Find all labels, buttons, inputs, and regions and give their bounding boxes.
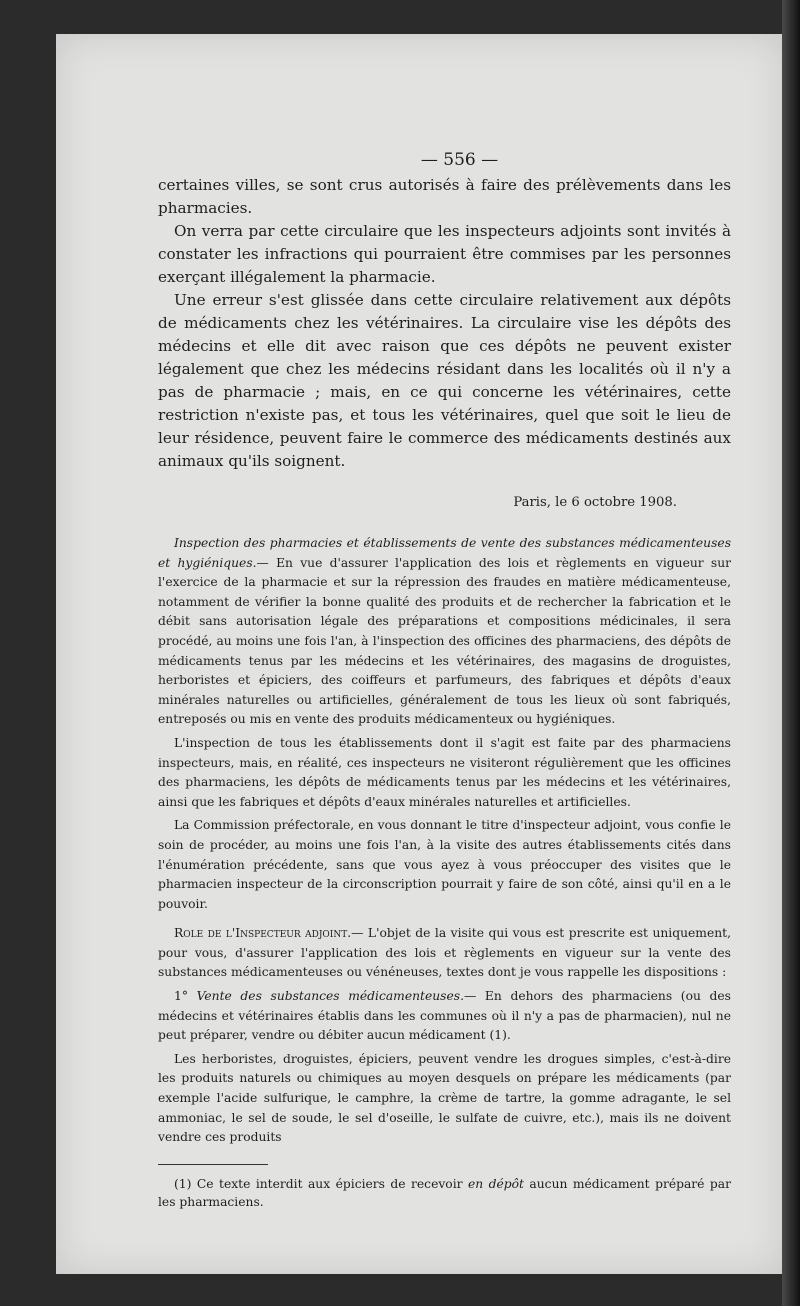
inspection-paragraph bbox=[158, 534, 731, 730]
footnote-rule bbox=[158, 1164, 268, 1165]
paragraph-2: On verra par cette circulaire que les inspecteurs adjoints sont invités à constater les infractions qui pourraient être commises par les personnes exerçant illégalement la pharmacie. bbox=[158, 222, 731, 286]
role-heading: Role de l'Inspecteur adjoint. bbox=[174, 926, 352, 941]
item-1-text: — En dehors des pharmaciens (ou des médecins et vétérinaires établis dans les communes où il n'y a pas de pharmacien), nul ne peut préparer, vendre ou débiter aucun médicament (1). bbox=[158, 989, 731, 1043]
paragraph-3: Une erreur s'est glissée dans cette circulaire relativement aux dépôts de médicaments chez les vétérinaires. La circulaire vise les dépôts des médecins et elle dit avec raison que ces dépôts ne peuvent exister légalement que chez les médecins résidant dans les localités où il n'y a pas de pharmacie ; mais, en ce qui concerne les vétérinaires, cette restriction n'existe pas, et tous les vétérinaires, quel que soit le lieu de leur résidence, peuvent faire le commerce des médicaments destinés aux animaux qu'ils soignent. bbox=[158, 291, 731, 470]
footnote-after: aucun médicament préparé par les pharmaciens. bbox=[158, 1176, 731, 1210]
footnote bbox=[158, 1175, 731, 1212]
paragraph-1: certaines villes, se sont crus autorisés à faire des prélèvements dans les pharmacies. bbox=[158, 176, 731, 217]
book-edge bbox=[782, 0, 800, 1306]
page-number: — 556 — bbox=[420, 150, 499, 170]
page-content bbox=[158, 150, 731, 1212]
inspection-text: — En vue d'assurer l'application des lois et règlements en vigueur sur l'exercice de la pharmacie et sur la répression des fraudes en matière médicamenteuse, notamment de vérifier la bonne qualité des produits et de rechercher la fabrication et le débit sans autorisation légale des préparations et compositions médicinales, il sera procédé, au moins une fois l'an, à l'inspection des officines des pharmaciens, des dépôts de médicaments tenus par les médecins et les vétérinaires, des magasins de droguistes, herboristes et épiciers, des coiffeurs et parfumeurs, des fabriques et dépôts d'eaux minérales naturelles ou artificielles, généralement de tous les lieux où sont fabriqués, entreposés ou mis en vente des produits médicamenteux ou hygiéniques. bbox=[158, 555, 731, 727]
role-text: — L'objet de la visite qui vous est prescrite est uniquement, pour vous, d'assurer l'application des lois et règlements en vigueur sur la vente des substances médicamenteuses ou vénéneuses, textes dont je vous rappelle les dispositions : bbox=[158, 926, 731, 980]
footnote-before: (1) Ce texte interdit aux épiciers de recevoir bbox=[174, 1176, 468, 1191]
role-paragraph bbox=[158, 924, 731, 983]
intro-section bbox=[158, 174, 731, 473]
herboristes-paragraph: Les herboristes, droguistes, épiciers, peuvent vendre les drogues simples, c'est-à-dire les produits naturels ou chimiques au moyen desquels on prépare les médicaments (par exemple l'acide sulfurique, le camphre, la crème de tartre, la gomme adragante, le sel ammoniac, le sel de soude, le sel d'oseille, le sulfate de cuivre, etc.), mais ils ne doivent vendre ces produits bbox=[158, 1051, 731, 1145]
instruction-section bbox=[158, 534, 731, 1148]
item-1-number: 1° bbox=[174, 989, 188, 1004]
dateline: Paris, le 6 octobre 1908. bbox=[513, 495, 677, 510]
footnote-italic: en dépôt bbox=[467, 1176, 524, 1191]
inspection-detail-paragraph: L'inspection de tous les établissements dont il s'agit est faite par des pharmaciens inspecteurs, mais, en réalité, ces inspecteurs ne visiteront régulièrement que les officines des pharmaciens, les dépôts de médicaments tenus par les médecins et les vétérinaires, ainsi que les fabriques et dépôts d'eaux minérales naturelles et artificielles. bbox=[158, 735, 731, 809]
item-1-title: Vente des substances médicamenteuses. bbox=[196, 989, 464, 1004]
item-1-paragraph bbox=[158, 987, 731, 1046]
inspection-heading: Inspection des pharmacies et établissements de vente des substances médicamenteuses et hygiéniques. bbox=[158, 536, 731, 570]
commission-paragraph: La Commission préfectorale, en vous donnant le titre d'inspecteur adjoint, vous confie le soin de procéder, au moins une fois l'an, à la visite des autres établissements cités dans l'énumération précédente, sans que vous ayez à vous préoccuper des visites que le pharmacien inspecteur de la circonscription pourrait y faire de son côté, ainsi qu'il en a le pouvoir. bbox=[158, 818, 731, 911]
